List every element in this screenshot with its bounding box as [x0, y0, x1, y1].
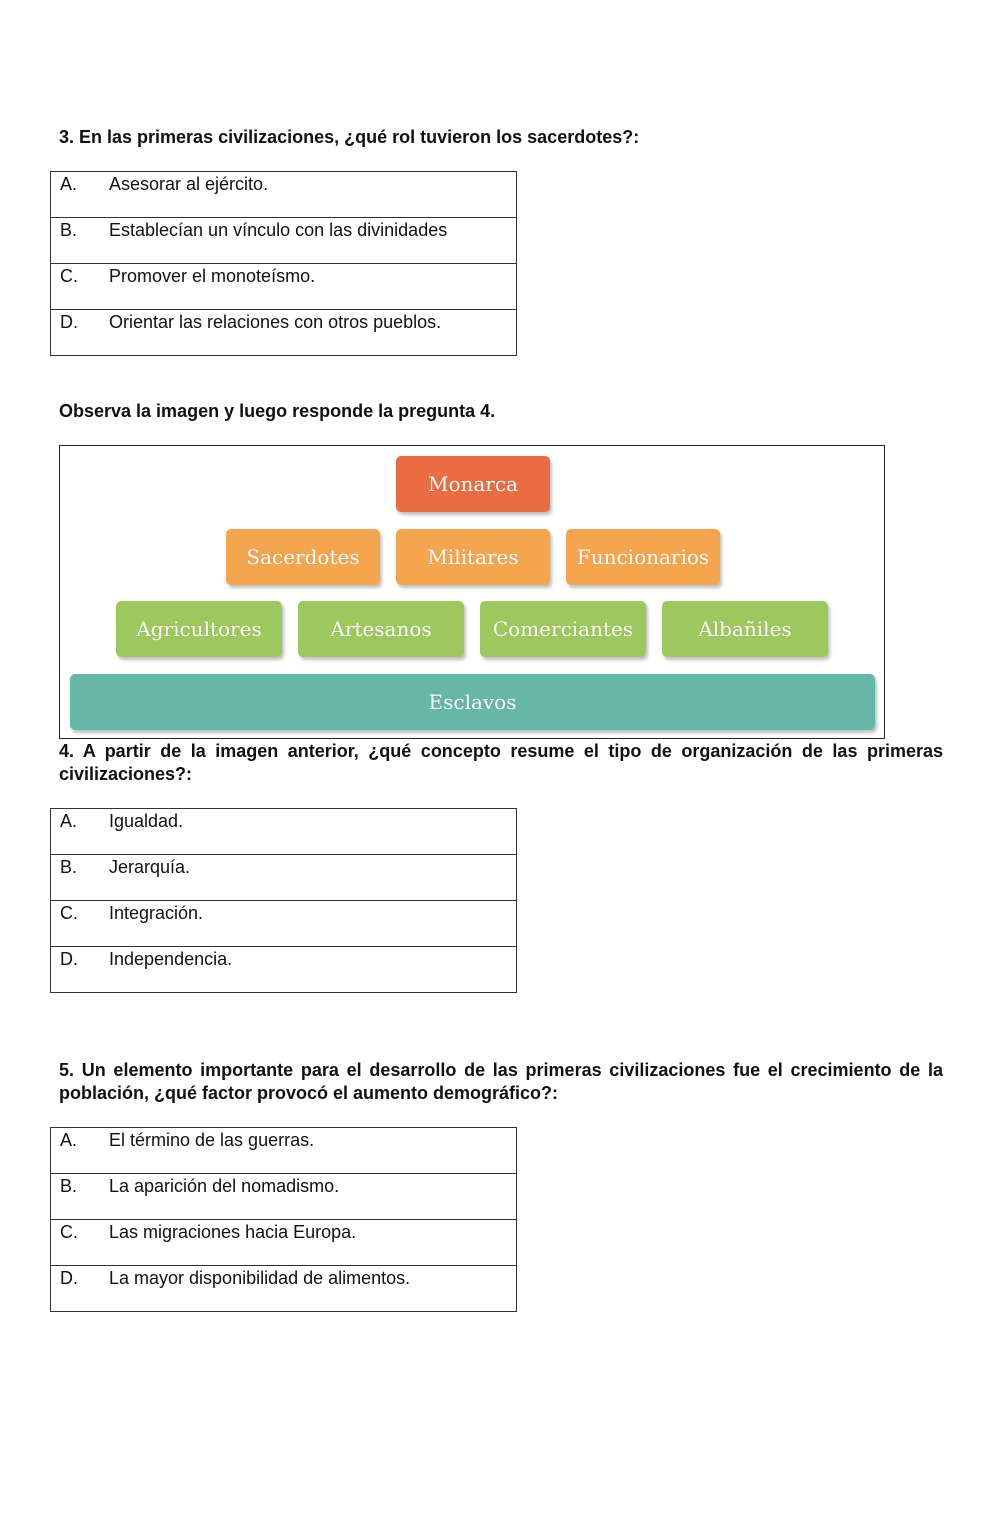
option-b[interactable] [51, 218, 517, 264]
question-5-title: 5. Un elemento importante para el desarrollo de las primeras civilizaciones fue el crecimiento de la población, ¿qué factor provocó el aumento demográfico?: [59, 1060, 943, 1103]
question-4-title: 4. A partir de la imagen anterior, ¿qué concepto resume el tipo de organización de las primeras civilizaciones?: [59, 741, 943, 784]
pyramid-box-artesanos: Artesanos [298, 601, 464, 657]
option-letter: B. [60, 220, 78, 240]
option-d[interactable] [51, 947, 517, 993]
option-d[interactable] [51, 1266, 517, 1312]
option-text: Orientar las relaciones con otros pueblos. [109, 312, 442, 332]
pyramid-box-albaniles: Albañiles [662, 601, 828, 657]
option-text: El término de las guerras. [109, 1130, 315, 1150]
pyramid-box-funcionarios: Funcionarios [566, 529, 720, 585]
option-c[interactable] [51, 901, 517, 947]
option-d[interactable] [51, 310, 517, 356]
option-text: Las migraciones hacia Europa. [109, 1222, 357, 1242]
pyramid-box-esclavos: Esclavos [70, 674, 875, 730]
option-letter: A. [60, 1130, 78, 1150]
question-3-title: 3. En las primeras civilizaciones, ¿qué rol tuvieron los sacerdotes?: [59, 127, 640, 147]
pyramid-box-militares: Militares [396, 529, 550, 585]
option-b[interactable] [51, 855, 517, 901]
option-text: Independencia. [109, 949, 233, 969]
social-pyramid-diagram [59, 445, 885, 739]
option-text: Promover el monoteísmo. [109, 266, 316, 286]
option-letter: A. [60, 174, 78, 194]
option-text: La mayor disponibilidad de alimentos. [109, 1268, 411, 1288]
option-letter: D. [60, 949, 78, 969]
option-text: Asesorar al ejército. [109, 174, 269, 194]
option-letter: C. [60, 266, 78, 286]
option-text: Integración. [109, 903, 204, 923]
pyramid-box-sacerdotes: Sacerdotes [226, 529, 380, 585]
option-letter: C. [60, 1222, 78, 1242]
option-a[interactable] [51, 809, 517, 855]
option-text: Establecían un vínculo con las divinidades [109, 220, 448, 240]
option-b[interactable] [51, 1174, 517, 1220]
option-letter: A. [60, 811, 78, 831]
option-letter: D. [60, 312, 78, 332]
pyramid-box-monarca: Monarca [396, 456, 550, 512]
question-5-options [50, 1127, 517, 1312]
option-letter: D. [60, 1268, 78, 1288]
option-letter: B. [60, 857, 78, 877]
option-c[interactable] [51, 264, 517, 310]
option-a[interactable] [51, 1128, 517, 1174]
option-text: La aparición del nomadismo. [109, 1176, 340, 1196]
option-letter: B. [60, 1176, 78, 1196]
pyramid-box-comerciantes: Comerciantes [480, 601, 646, 657]
question-3-options [50, 171, 517, 356]
option-c[interactable] [51, 1220, 517, 1266]
instruction-text: Observa la imagen y luego responde la pregunta 4. [59, 401, 496, 421]
option-letter: C. [60, 903, 78, 923]
question-4-options [50, 808, 517, 993]
option-text: Igualdad. [109, 811, 184, 831]
pyramid-box-agricultores: Agricultores [116, 601, 282, 657]
option-a[interactable] [51, 172, 517, 218]
option-text: Jerarquía. [109, 857, 191, 877]
